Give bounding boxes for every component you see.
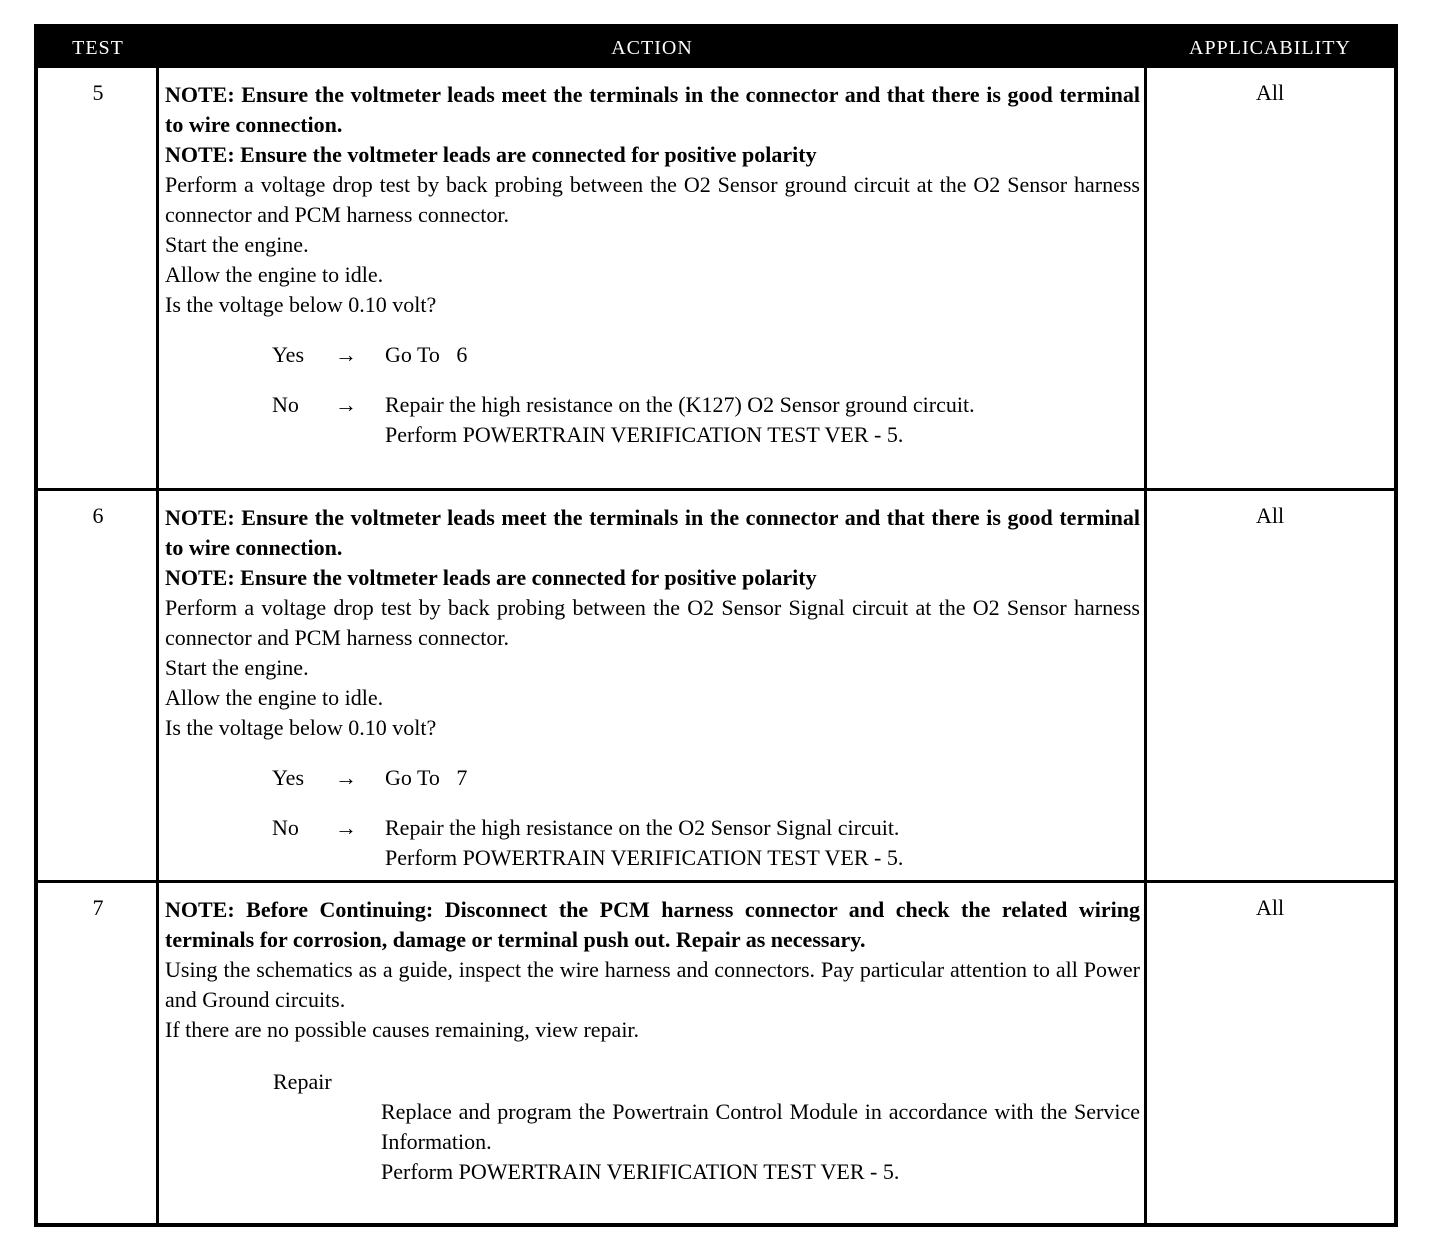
table-row — [38, 68, 1394, 488]
yes-label: Yes — [272, 765, 305, 790]
repair-verify: Perform POWERTRAIN VERIFICATION TEST VER - 5. — [381, 1159, 900, 1184]
header-action: ACTION — [611, 37, 693, 59]
question: Is the voltage below 0.10 volt? — [165, 292, 437, 317]
test-number: 6 — [92, 503, 104, 528]
instruction: If there are no possible causes remaining, view repair. — [165, 1017, 640, 1042]
question: Is the voltage below 0.10 volt? — [165, 715, 437, 740]
table-header — [38, 28, 1394, 68]
no-label: No — [272, 815, 299, 840]
instruction: Start the engine. — [165, 232, 309, 257]
no-result-verify: Perform POWERTRAIN VERIFICATION TEST VER - 5. — [385, 845, 904, 870]
repair-label: Repair — [273, 1069, 332, 1094]
note: NOTE: Ensure the voltmeter leads meet the terminals in the connector and that there is good terminal to wire connection. — [165, 82, 1140, 137]
yes-option — [165, 763, 1140, 793]
yes-label: Yes — [272, 342, 305, 367]
diagnostic-table — [34, 24, 1398, 1227]
applicability-value: All — [1255, 503, 1285, 528]
instruction: Using the schematics as a guide, inspect the wire harness and connectors. Pay particular attention to all Power and Ground circuits. — [165, 957, 1140, 1012]
yes-result: Go To 6 — [385, 342, 468, 367]
header-applicability: APPLICABILITY — [1189, 37, 1351, 59]
header-test: TEST — [72, 37, 124, 59]
no-label: No — [272, 392, 299, 417]
arrow-icon: → — [335, 765, 357, 790]
note: NOTE: Ensure the voltmeter leads are connected for positive polarity — [165, 565, 817, 590]
table-row — [38, 883, 1394, 1223]
repair-text: Replace and program the Powertrain Control Module in accordance with the Service Information. — [381, 1099, 1140, 1154]
arrow-icon: → — [335, 815, 357, 840]
note: NOTE: Ensure the voltmeter leads are connected for positive polarity — [165, 142, 817, 167]
arrow-icon: → — [335, 392, 357, 417]
instruction: Start the engine. — [165, 655, 309, 680]
instruction: Allow the engine to idle. — [165, 685, 384, 710]
no-option — [165, 390, 1140, 450]
note: NOTE: Ensure the voltmeter leads meet the terminals in the connector and that there is good terminal to wire connection. — [165, 505, 1140, 560]
instruction: Perform a voltage drop test by back probing between the O2 Sensor Signal circuit at the O2 Sensor harness connector and PCM harness connector. — [165, 595, 1140, 650]
test-number: 7 — [92, 895, 104, 920]
table-row — [38, 491, 1394, 880]
action-cell — [165, 895, 1140, 1187]
arrow-icon: → — [335, 342, 357, 367]
no-result: Repair the high resistance on the (K127) O2 Sensor ground circuit. — [385, 392, 975, 417]
applicability-value: All — [1255, 80, 1285, 105]
note: NOTE: Before Continuing: Disconnect the PCM harness connector and check the related wiring terminals for corrosion, damage or terminal push out. Repair as necessary. — [165, 897, 1140, 952]
no-result-verify: Perform POWERTRAIN VERIFICATION TEST VER - 5. — [385, 422, 904, 447]
applicability-value: All — [1255, 895, 1285, 920]
no-result: Repair the high resistance on the O2 Sensor Signal circuit. — [385, 815, 900, 840]
action-cell — [165, 80, 1140, 450]
instruction: Perform a voltage drop test by back probing between the O2 Sensor ground circuit at the O2 Sensor harness connector and PCM harness connector. — [165, 172, 1140, 227]
action-cell — [165, 503, 1140, 873]
yes-result: Go To 7 — [385, 765, 468, 790]
instruction: Allow the engine to idle. — [165, 262, 384, 287]
yes-option — [165, 340, 1140, 370]
no-option — [165, 813, 1140, 873]
test-number: 5 — [92, 80, 104, 105]
